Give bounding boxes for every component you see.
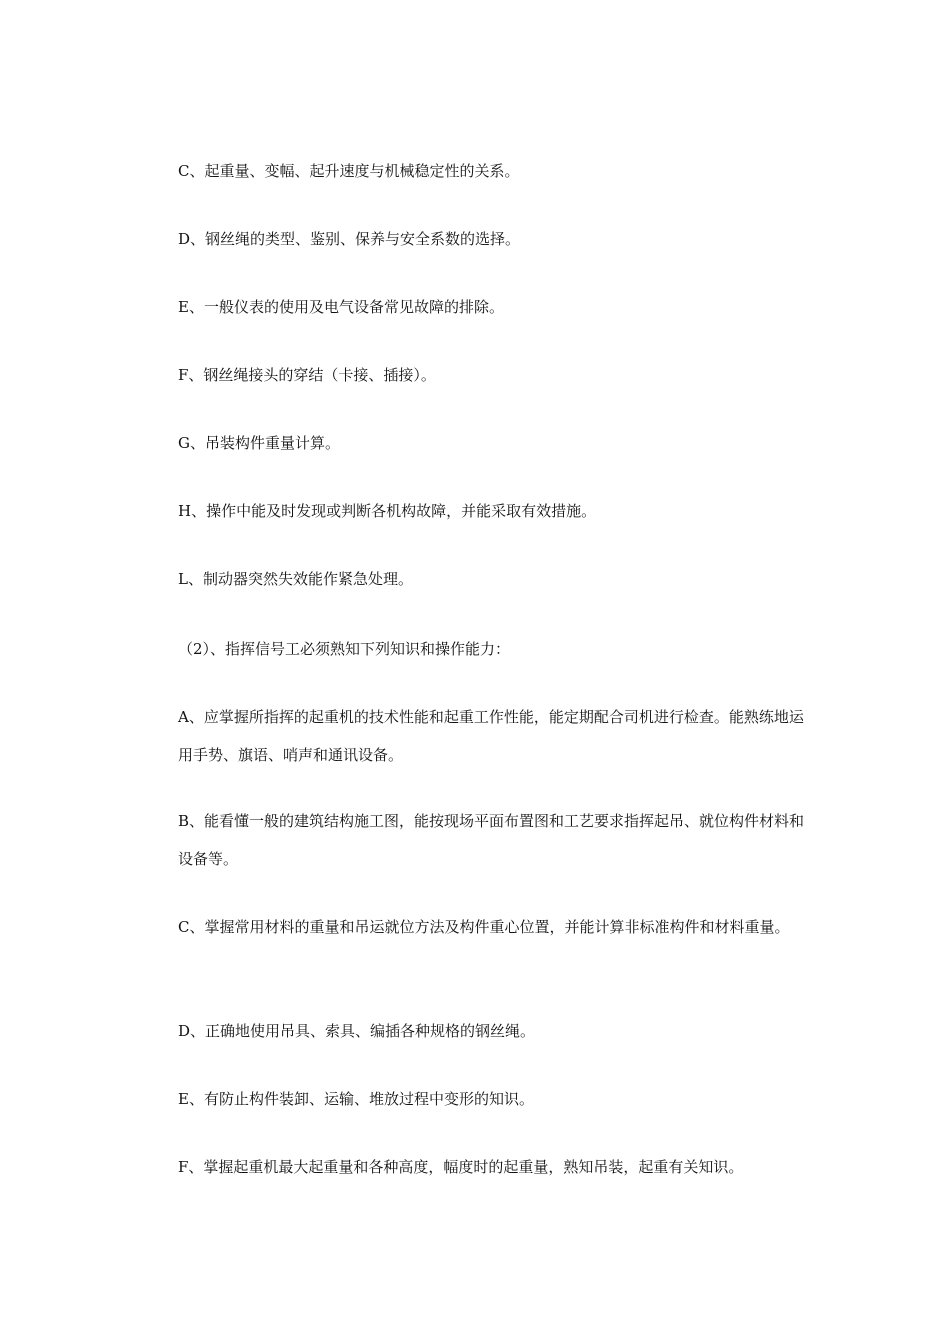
paragraph-a-crane-performance: A、应掌握所指挥的起重机的技术性能和起重工作性能，能定期配合司机进行检查。能熟练地运用手势、旗语、哨声和通讯设备。 (178, 708, 804, 764)
paragraph-e-deformation: E、有防止构件装卸、运输、堆放过程中变形的知识。 (178, 1090, 534, 1108)
paragraph-l-brake-failure: L、制动器突然失效能作紧急处理。 (178, 570, 413, 588)
paragraph-f-max-capacity: F、掌握起重机最大起重量和各种高度，幅度时的起重量，熟知吊装，起重有关知识。 (178, 1158, 744, 1176)
paragraph-b-drawings: B、能看懂一般的建筑结构施工图，能按现场平面布置图和工艺要求指挥起吊、就位构件材料和设备等。 (178, 812, 805, 868)
paragraph-d-wire-rope: D、钢丝绳的类型、鉴别、保养与安全系数的选择。 (178, 230, 521, 248)
paragraph-c-lifting-capacity: C、起重量、变幅、起升速度与机械稳定性的关系。 (178, 162, 520, 180)
paragraph-e-instruments: E、一般仪表的使用及电气设备常见故障的排除。 (178, 298, 504, 316)
paragraph-h-fault-detection: H、操作中能及时发现或判断各机构故障，并能采取有效措施。 (178, 502, 597, 520)
paragraph-c-material-weights: C、掌握常用材料的重量和吊运就位方法及构件重心位置，并能计算非标准构件和材料重量。 (178, 918, 790, 936)
paragraph-f-rope-joints: F、钢丝绳接头的穿结（卡接、插接）。 (178, 366, 436, 384)
section-heading-signal-worker: （2）、指挥信号工必须熟知下列知识和操作能力： (178, 640, 511, 658)
paragraph-g-weight-calc: G、吊装构件重量计算。 (178, 434, 340, 452)
paragraph-d-rigging: D、正确地使用吊具、索具、编插各种规格的钢丝绳。 (178, 1022, 536, 1040)
